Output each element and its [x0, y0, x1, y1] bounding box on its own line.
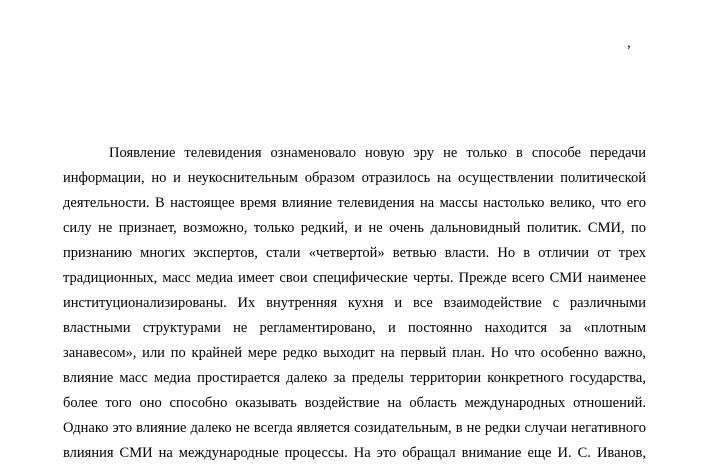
paragraph-line: информации, но и неукоснительным образом отразилось на осуществлении политической: [63, 170, 646, 186]
paragraph-line: влияние масс медиа простирается далеко за пределы территории конкретного государства,: [63, 370, 646, 386]
paragraph-line: занавесом», или по крайней мере редко выходит на первый план. Но что особенно важно,: [63, 345, 646, 361]
paragraph-line: признанию многих экспертов, стали «четвертой» ветвью власти. Но в отличии от трех: [63, 245, 646, 261]
paragraph-line: властными структурами не регламентировано, и постоянно находится за «плотным: [63, 320, 646, 336]
paragraph-line: более того оно способно оказывать воздействие на область международных отношений.: [63, 395, 646, 411]
paragraph-line: Однако это влияние далеко не всегда является созидательным, в не редки случаи негативного: [63, 420, 646, 436]
paragraph-line: институционализированы. Их внутренняя кухня и все взаимодействие с различными: [63, 295, 646, 311]
paragraph-line: традиционных, масс медиа имеет свои специфические черты. Прежде всего СМИ наименее: [63, 270, 646, 286]
stray-comma-text: ,: [627, 35, 631, 51]
paragraph-line: Появление телевидения ознаменовало новую эру не только в способе передачи: [109, 145, 646, 161]
paragraph-line: силу не признает, возможно, только редкий, и не очень дальновидный политик. СМИ, по: [63, 220, 646, 236]
paragraph-line: деятельности. В настоящее время влияние телевидения на массы настолько велико, что его: [63, 195, 646, 211]
body-paragraph: [63, 141, 646, 466]
paragraph-line: влияния СМИ на международные процессы. На это обращал внимание еще И. С. Иванов,: [63, 445, 646, 461]
